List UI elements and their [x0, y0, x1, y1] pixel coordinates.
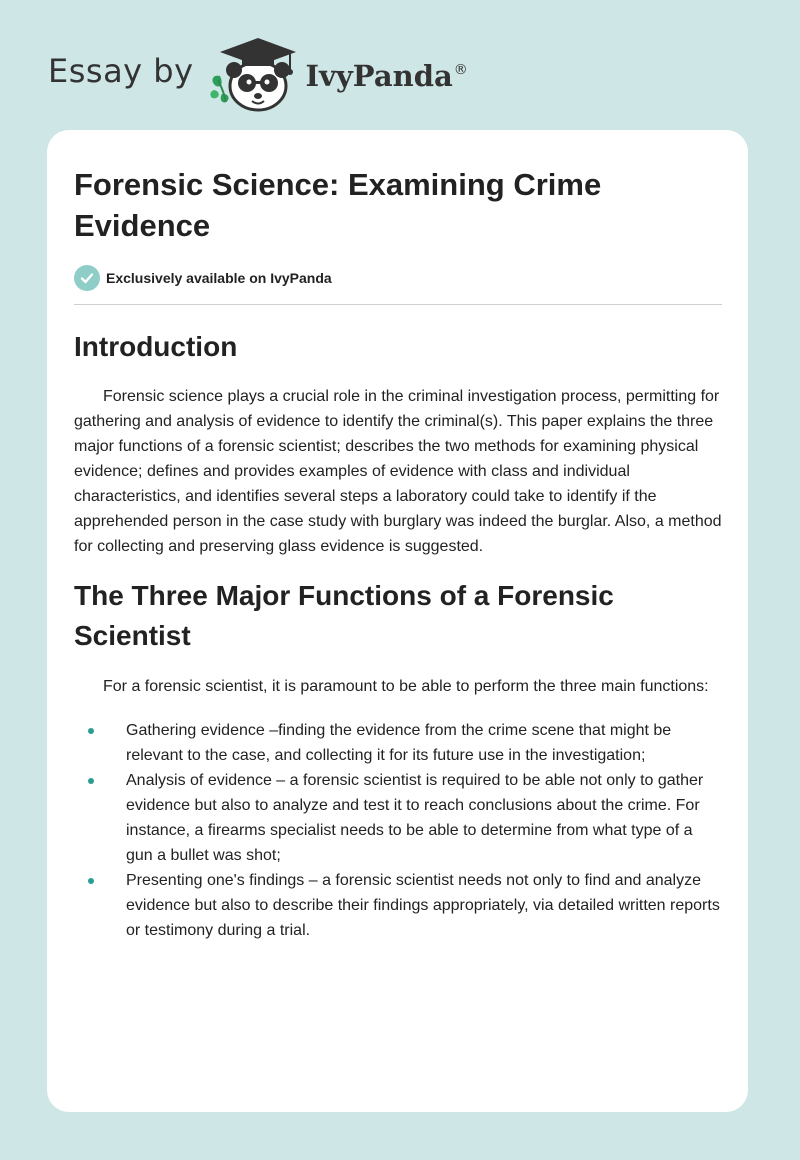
list-item	[74, 868, 722, 943]
exclusive-badge-text: Exclusively available on IvyPanda	[106, 270, 332, 286]
list-item	[74, 768, 722, 868]
checkmark-circle-icon	[74, 265, 100, 291]
bullet-dot-icon	[88, 728, 94, 734]
section-heading-three-functions: The Three Major Functions of a Forensic Scientist	[74, 580, 614, 651]
bullet-dot-icon	[88, 878, 94, 884]
essay-card	[47, 130, 748, 1112]
functions-list	[74, 718, 722, 943]
functions-intro-paragraph: For a forensic scientist, it is paramount to be able to perform the three main functions:	[103, 678, 709, 695]
panda-logo-icon	[206, 36, 302, 112]
section-heading-introduction: Introduction	[74, 331, 238, 362]
essay-title: Forensic Science: Examining Crime Evidence	[74, 167, 602, 243]
list-item	[74, 718, 722, 768]
essay-by-label: Essay by	[48, 52, 194, 90]
site-header-logo[interactable]	[48, 34, 468, 114]
list-item-text: Presenting one's findings – a forensic scientist needs not only to find and analyze evidence but also to describe their findings appropriately, via detailed written reports or testimony during a trial.	[126, 872, 720, 939]
exclusive-badge	[74, 264, 722, 292]
list-item-text: Gathering evidence –finding the evidence from the crime scene that might be relevant to the case, and collecting it for its future use in the investigation;	[126, 722, 672, 764]
brand-name: IvyPanda®	[305, 59, 468, 93]
registered-mark: ®	[453, 62, 468, 78]
title-divider	[74, 304, 722, 305]
list-item-text: Analysis of evidence – a forensic scientist is required to be able not only to gather evidence but also to analyze and test it to reach conclusions about the crime. For instance, a firearms specialist needs to be able to determine from what type of a gun a bullet was shot;	[126, 772, 704, 864]
bullet-dot-icon	[88, 778, 94, 784]
introduction-paragraph: Forensic science plays a crucial role in the criminal investigation process, permitting for gathering and analysis of evidence to identify the criminal(s). This paper explains the three major functions of a forensic scientist; describes the two methods for examining physical evidence; defines and provides examples of evidence with class and individual characteristics, and identifies several steps a laboratory could take to identify if the apprehended person in the case study with burglary was indeed the burglar. Also, a method for collecting and preserving glass evidence is suggested.	[74, 388, 722, 555]
